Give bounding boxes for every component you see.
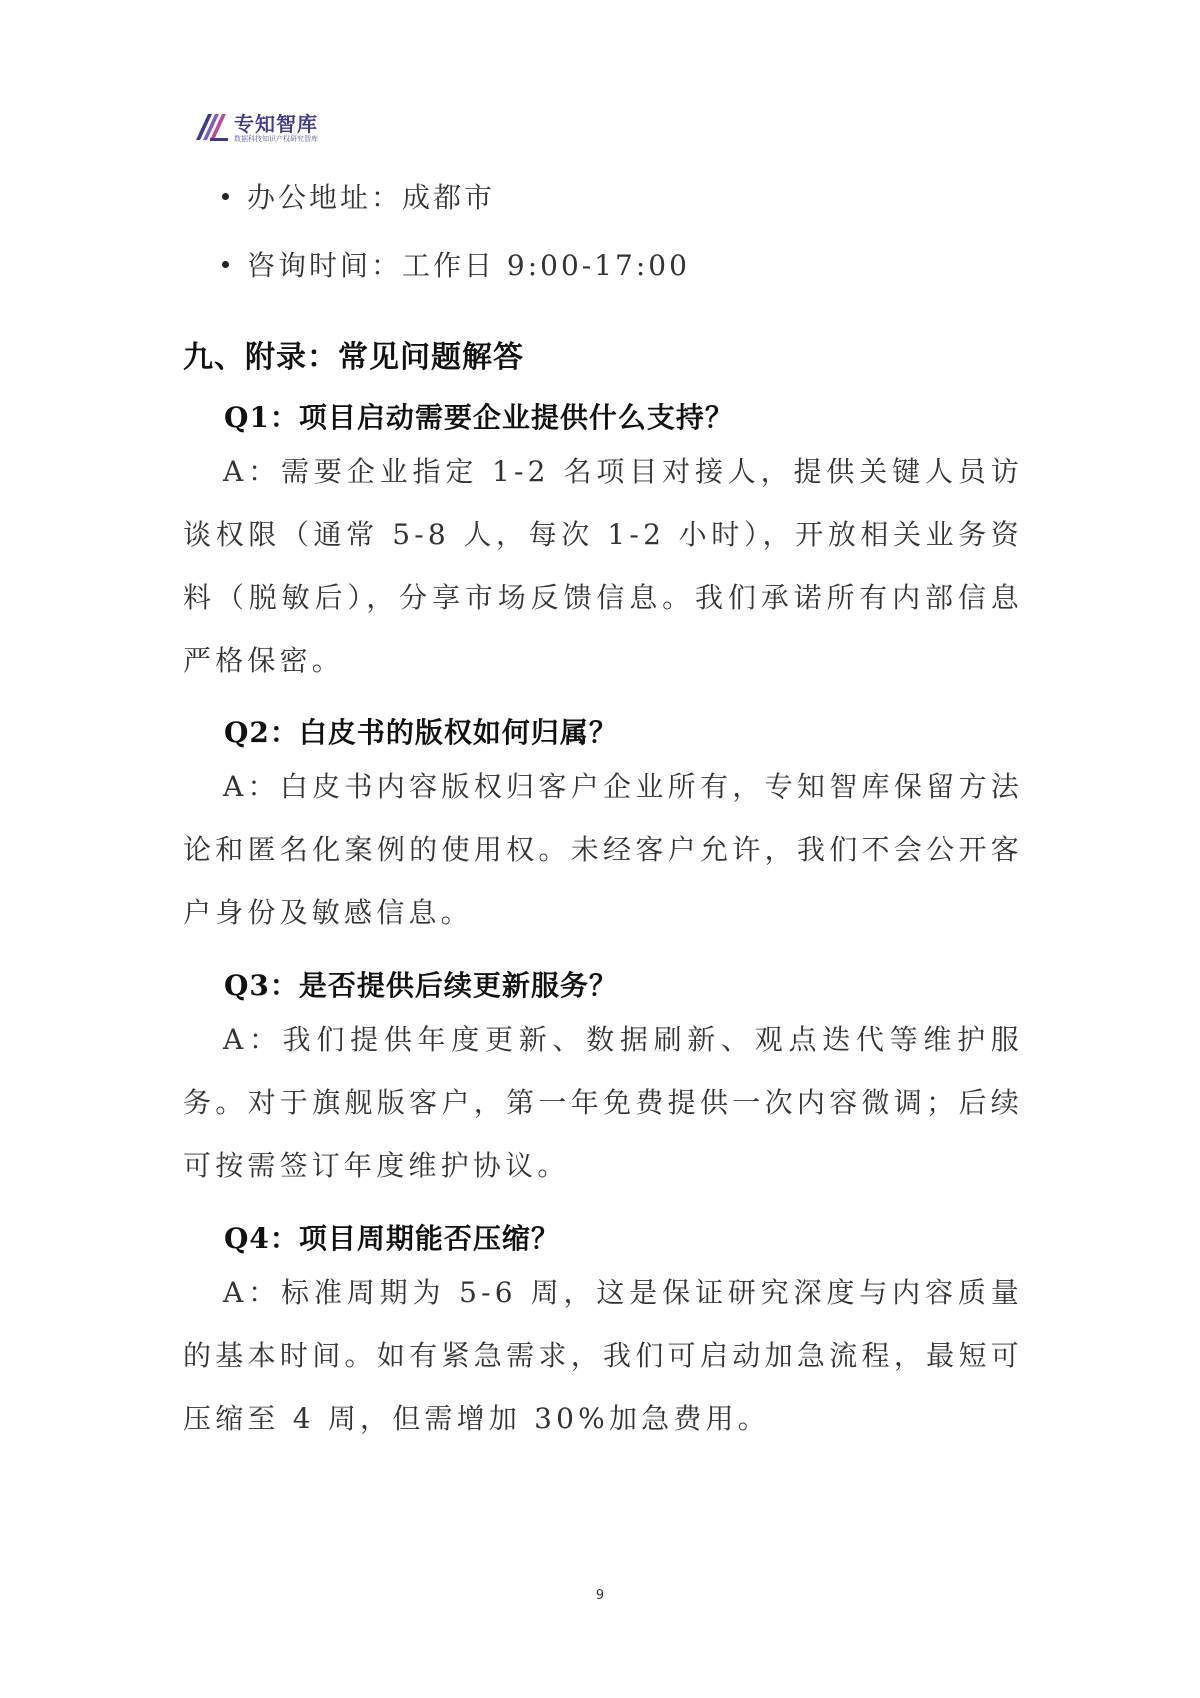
logo-subtitle: 数据科技知识产权研究智库	[234, 134, 318, 143]
header-logo	[190, 110, 318, 146]
faq-question-4: Q4：项目周期能否压缩？	[224, 1222, 560, 1255]
faq-answer-1: A：需要企业指定 1-2 名项目对接人，提供关键人员访谈权限（通常 5-8 人，每次 1-2 小时），开放相关业务资料（脱敏后），分享市场反馈信息。我们承诺所有内部信息严格保密。	[183, 455, 1023, 677]
bullet-dot-icon	[222, 261, 229, 268]
logo-name: 专知智库	[234, 111, 318, 136]
contact-hours-text: 咨询时间：工作日 9:00-17:00	[247, 249, 690, 282]
faq-answer-4: A：标准周期为 5-6 周，这是保证研究深度与内容质量的基本时间。如有紧急需求，我们可启动加急流程，最短可压缩至 4 周，但需增加 30%加急费用。	[183, 1276, 1023, 1435]
zhuanzhi-logo-icon	[190, 110, 230, 146]
page-number: 9	[595, 1588, 605, 1603]
contact-address-text: 办公地址：成都市	[247, 181, 496, 214]
contact-address	[222, 176, 495, 216]
contact-hours	[222, 244, 690, 284]
faq-question-2: Q2：白皮书的版权如何归属？	[224, 716, 618, 749]
section-title: 九、附录：常见问题解答	[183, 340, 524, 375]
faq-answer-3: A：我们提供年度更新、数据刷新、观点迭代等维护服务。对于旗舰版客户，第一年免费提供一次内容微调；后续可按需签订年度维护协议。	[183, 1023, 1023, 1182]
faq-answer-2: A：白皮书内容版权归客户企业所有，专知智库保留方法论和匿名化案例的使用权。未经客户允许，我们不会公开客户身份及敏感信息。	[183, 770, 1023, 929]
faq-question-1: Q1：项目启动需要企业提供什么支持？	[224, 401, 734, 434]
bullet-dot-icon	[222, 193, 229, 200]
faq-question-3: Q3：是否提供后续更新服务？	[224, 969, 618, 1002]
